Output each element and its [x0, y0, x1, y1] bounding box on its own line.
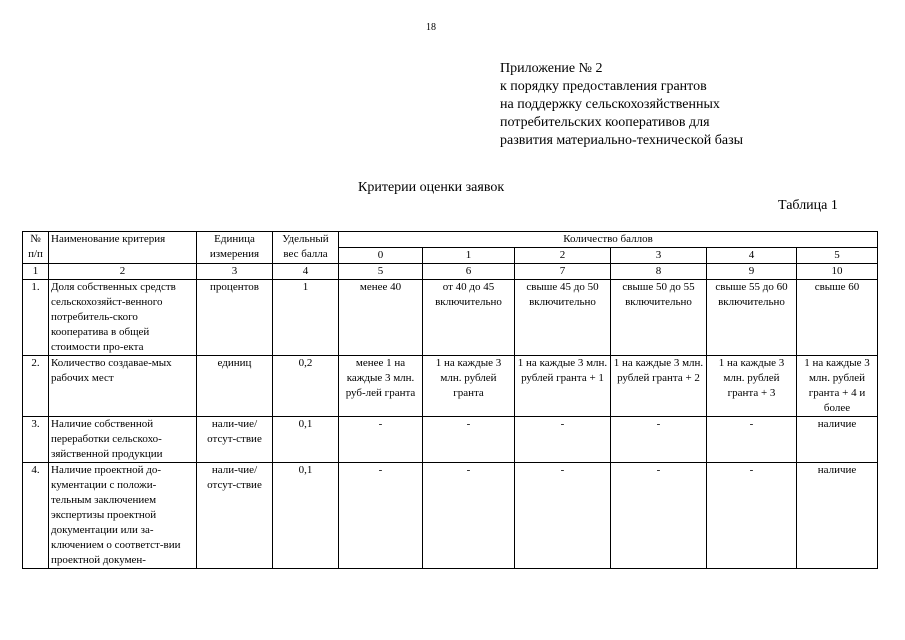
column-number: 10: [797, 264, 878, 280]
row-num: 4.: [23, 463, 49, 569]
row-unit: нали-чие/отсут-ствие: [197, 463, 273, 569]
row-weight: 0,1: [273, 417, 339, 463]
row-num: 1.: [23, 280, 49, 356]
row-score-value: 1 на каждые 3 млн. рублей гранта + 3: [707, 356, 797, 417]
header-num: № п/п: [23, 232, 49, 264]
row-unit: нали-чие/отсут-ствие: [197, 417, 273, 463]
header-score: 0: [339, 248, 423, 264]
row-criterion: Количество создавае-мых рабочих мест: [49, 356, 197, 417]
table-row: [23, 280, 878, 356]
row-score-value: -: [611, 417, 707, 463]
header-weight: Удельный вес балла: [273, 232, 339, 264]
header-unit: Единица измерения: [197, 232, 273, 264]
row-unit: процентов: [197, 280, 273, 356]
header-score: 2: [515, 248, 611, 264]
table-row: [23, 417, 878, 463]
row-score-value: свыше 45 до 50 включительно: [515, 280, 611, 356]
header-score: 1: [423, 248, 515, 264]
appendix-line: на поддержку сельскохозяйственных: [500, 97, 720, 112]
column-number: 4: [273, 264, 339, 280]
row-score-value: от 40 до 45 включительно: [423, 280, 515, 356]
row-score-value: 1 на каждые 3 млн. рублей гранта + 1: [515, 356, 611, 417]
header-score: 5: [797, 248, 878, 264]
row-weight: 0,1: [273, 463, 339, 569]
column-number: 7: [515, 264, 611, 280]
row-score-value: -: [611, 463, 707, 569]
header-points: Количество баллов: [339, 232, 878, 248]
column-number: 8: [611, 264, 707, 280]
appendix-line: потребительских кооперативов для: [500, 115, 710, 130]
column-number: 1: [23, 264, 49, 280]
column-number-row: [23, 264, 878, 280]
row-score-value: наличие: [797, 463, 878, 569]
row-score-value: 1 на каждые 3 млн. рублей гранта + 2: [611, 356, 707, 417]
row-score-value: свыше 55 до 60 включительно: [707, 280, 797, 356]
row-score-value: -: [423, 417, 515, 463]
row-unit: единиц: [197, 356, 273, 417]
row-score-value: 1 на каждые 3 млн. рублей гранта: [423, 356, 515, 417]
header-score: 4: [707, 248, 797, 264]
column-number: 5: [339, 264, 423, 280]
column-number: 3: [197, 264, 273, 280]
row-score-value: свыше 60: [797, 280, 878, 356]
row-criterion: Наличие собственной переработки сельскохо-зяйственной продукции: [49, 417, 197, 463]
header-score: 3: [611, 248, 707, 264]
appendix-line: развития материально-технической базы: [500, 133, 744, 148]
header-name: Наименование критерия: [49, 232, 197, 264]
table-row: [23, 463, 878, 569]
row-score-value: -: [339, 417, 423, 463]
row-score-value: -: [707, 417, 797, 463]
row-score-value: -: [515, 417, 611, 463]
column-number: 2: [49, 264, 197, 280]
row-num: 2.: [23, 356, 49, 417]
row-score-value: 1 на каждые 3 млн. рублей гранта + 4 и более: [797, 356, 878, 417]
row-num: 3.: [23, 417, 49, 463]
row-score-value: -: [515, 463, 611, 569]
row-score-value: менее 1 на каждые 3 млн. руб-лей гранта: [339, 356, 423, 417]
document-title: Критерии оценки заявок: [358, 180, 505, 195]
appendix-header: [500, 60, 743, 150]
page-number: 18: [426, 22, 436, 33]
row-score-value: -: [339, 463, 423, 569]
row-criterion: Доля собственных средств сельскохозяйст-венного потребитель-ского кооператива в общей стоимости про-екта: [49, 280, 197, 356]
column-number: 9: [707, 264, 797, 280]
row-criterion: Наличие проектной до-кументации с положи-тельным заключением экспертизы проектной документации или за-ключением о соответст-вии проектной докумен-: [49, 463, 197, 569]
criteria-table: [22, 231, 878, 569]
row-weight: 1: [273, 280, 339, 356]
row-weight: 0,2: [273, 356, 339, 417]
row-score-value: свыше 50 до 55 включительно: [611, 280, 707, 356]
row-score-value: -: [707, 463, 797, 569]
column-number: 6: [423, 264, 515, 280]
row-score-value: менее 40: [339, 280, 423, 356]
appendix-line: Приложение № 2: [500, 61, 603, 76]
table-row: [23, 356, 878, 417]
row-score-value: -: [423, 463, 515, 569]
appendix-line: к порядку предоставления грантов: [500, 79, 707, 94]
table-number: Таблица 1: [778, 198, 838, 213]
row-score-value: наличие: [797, 417, 878, 463]
header-row: [23, 232, 878, 248]
